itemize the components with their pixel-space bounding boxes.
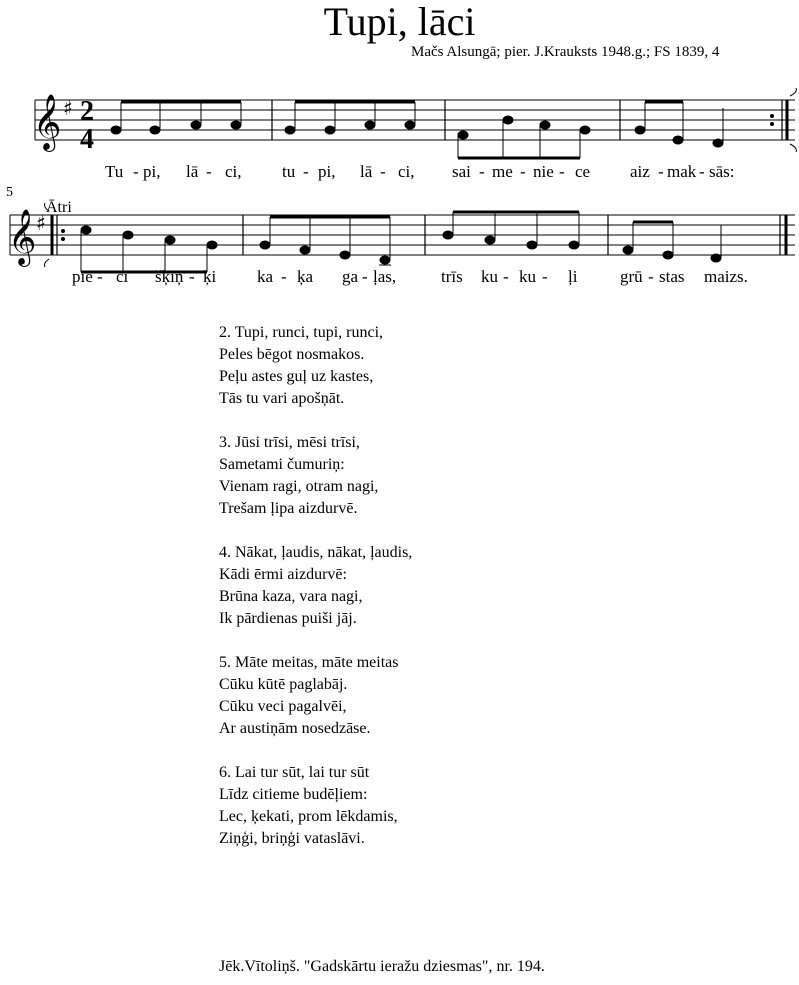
lyric-syllable: ļi — [568, 267, 578, 286]
verse-line: Peļu astes guļ uz kastes, — [219, 368, 374, 385]
lyric-hyphen: - — [559, 162, 565, 181]
lyric-hyphen: - — [380, 162, 386, 181]
lyric-syllable: trīs — [441, 267, 463, 286]
lyric-syllable: šķiņ — [155, 267, 184, 286]
verse-line: Brūna kaza, vara nagi, — [219, 588, 363, 605]
lyric-syllable: nie — [533, 162, 554, 181]
lyric-hyphen: - — [281, 267, 287, 286]
sharp-icon: ♯ — [63, 96, 73, 120]
lyric-hyphen: - — [648, 267, 654, 286]
lyric-syllable: sās: — [709, 162, 735, 181]
lyric-syllable: ķi — [203, 267, 217, 286]
song-source-note: Mačs Alsungā; pier. J.Krauksts 1948.g.; FS 1839, 4 — [411, 44, 720, 60]
lyric-syllable: pie — [72, 267, 93, 286]
lyric-syllable: pi, — [318, 162, 336, 181]
lyric-syllable: ķa — [297, 267, 314, 286]
verse-line: Kādi ērmi aizdurvē: — [219, 566, 347, 583]
lyric-syllable: pi, — [143, 162, 161, 181]
repeat-dot — [770, 122, 774, 126]
verse-line: Cūku veci pagalvēi, — [219, 698, 347, 715]
verse-3 — [219, 432, 412, 520]
source-citation: Jēk.Vītoliņš. "Gadskārtu ieražu dziesmas", nr. 194. — [219, 958, 545, 975]
verse-line: Peles bēgot nosmakos. — [219, 346, 365, 363]
lyrics-row1 — [105, 162, 735, 181]
lyric-syllable: me — [492, 162, 513, 181]
lyric-syllable: ku — [481, 267, 498, 286]
measure-number: 5 — [6, 185, 13, 200]
lyric-syllable: ce — [575, 162, 591, 181]
verse-line: Līdz citieme budēļiem: — [219, 786, 368, 803]
lyric-hyphen: - — [362, 267, 368, 286]
verse-line: Ik pārdienas puiši jāj. — [219, 610, 357, 627]
verses-block — [219, 322, 412, 872]
verse-line: Sametami čumuriņ: — [219, 456, 345, 473]
lyric-syllable: ci, — [225, 162, 242, 181]
verse-2 — [219, 322, 412, 410]
time-sig-top: 2 — [80, 96, 94, 127]
verse-line: 4. Nākat, ļaudis, nākat, ļaudis, — [219, 544, 413, 561]
music-score — [0, 0, 799, 300]
lyric-syllable: ga — [342, 267, 359, 286]
lyric-hyphen: - — [503, 267, 509, 286]
treble-clef-icon: 𝄞 — [33, 94, 62, 150]
lyric-syllable: aiz — [630, 162, 650, 181]
verse-line: 6. Lai tur sūt, lai tur sūt — [219, 764, 370, 781]
verse-line: Lec, ķekati, prom lēkdamis, — [219, 808, 398, 825]
time-sig-bottom: 4 — [80, 124, 94, 155]
lyric-hyphen: - — [658, 162, 664, 181]
lyric-syllable: ku — [519, 267, 536, 286]
verse-line: Ar austiņām nosedzāse. — [219, 720, 371, 737]
repeat-dot — [770, 114, 774, 118]
lyric-syllable: ka — [257, 267, 274, 286]
verse-line: Trešam ļipa aizdurvē. — [219, 500, 358, 517]
verse-line: Ziņģi, briņģi vataslāvi. — [219, 830, 365, 847]
verse-4 — [219, 542, 412, 630]
treble-clef-icon: 𝄞 — [8, 209, 37, 265]
lyric-syllable: sai — [452, 162, 471, 181]
verse-5 — [219, 652, 412, 740]
lyric-hyphen: - — [303, 162, 309, 181]
lyric-syllable: stas — [659, 267, 685, 286]
lyric-hyphen: - — [542, 267, 548, 286]
lyric-hyphen: - — [133, 162, 139, 181]
lyric-hyphen: - — [97, 267, 103, 286]
lyric-syllable: Tu — [105, 162, 124, 181]
lyric-hyphen: - — [520, 162, 526, 181]
verse-line: Tās tu vari apošņāt. — [219, 390, 345, 407]
lyric-syllable: ļas, — [373, 267, 397, 286]
song-title: Tupi, lāci — [323, 0, 476, 44]
lyric-syllable: mak — [667, 162, 697, 181]
lyric-hyphen: - — [206, 162, 212, 181]
notes-row2 — [81, 212, 721, 272]
lyric-hyphen: - — [189, 267, 195, 286]
sharp-icon: ♯ — [36, 211, 46, 235]
verse-line: Cūku kūtē paglabāj. — [219, 676, 348, 693]
lyric-hyphen: - — [699, 162, 705, 181]
lyric-syllable: grū — [620, 267, 643, 286]
verse-line: 2. Tupi, runci, tupi, runci, — [219, 324, 384, 341]
lyric-syllable: ci, — [398, 162, 415, 181]
lyric-syllable: tu — [282, 162, 296, 181]
lyric-syllable: lā — [360, 162, 373, 181]
verse-line: 3. Jūsi trīsi, mēsi trīsi, — [219, 434, 360, 451]
verse-line: 5. Māte meitas, māte meitas — [219, 654, 399, 671]
lyric-syllable: ci — [116, 267, 129, 286]
lyric-syllable: maizs. — [704, 267, 748, 286]
lyrics-row2 — [72, 267, 748, 286]
verse-6 — [219, 762, 412, 850]
tempo-marking: Ātri — [46, 199, 72, 216]
verse-line: Vienam ragi, otram nagi, — [219, 478, 379, 495]
lyric-hyphen: - — [479, 162, 485, 181]
lyric-syllable: lā — [186, 162, 199, 181]
